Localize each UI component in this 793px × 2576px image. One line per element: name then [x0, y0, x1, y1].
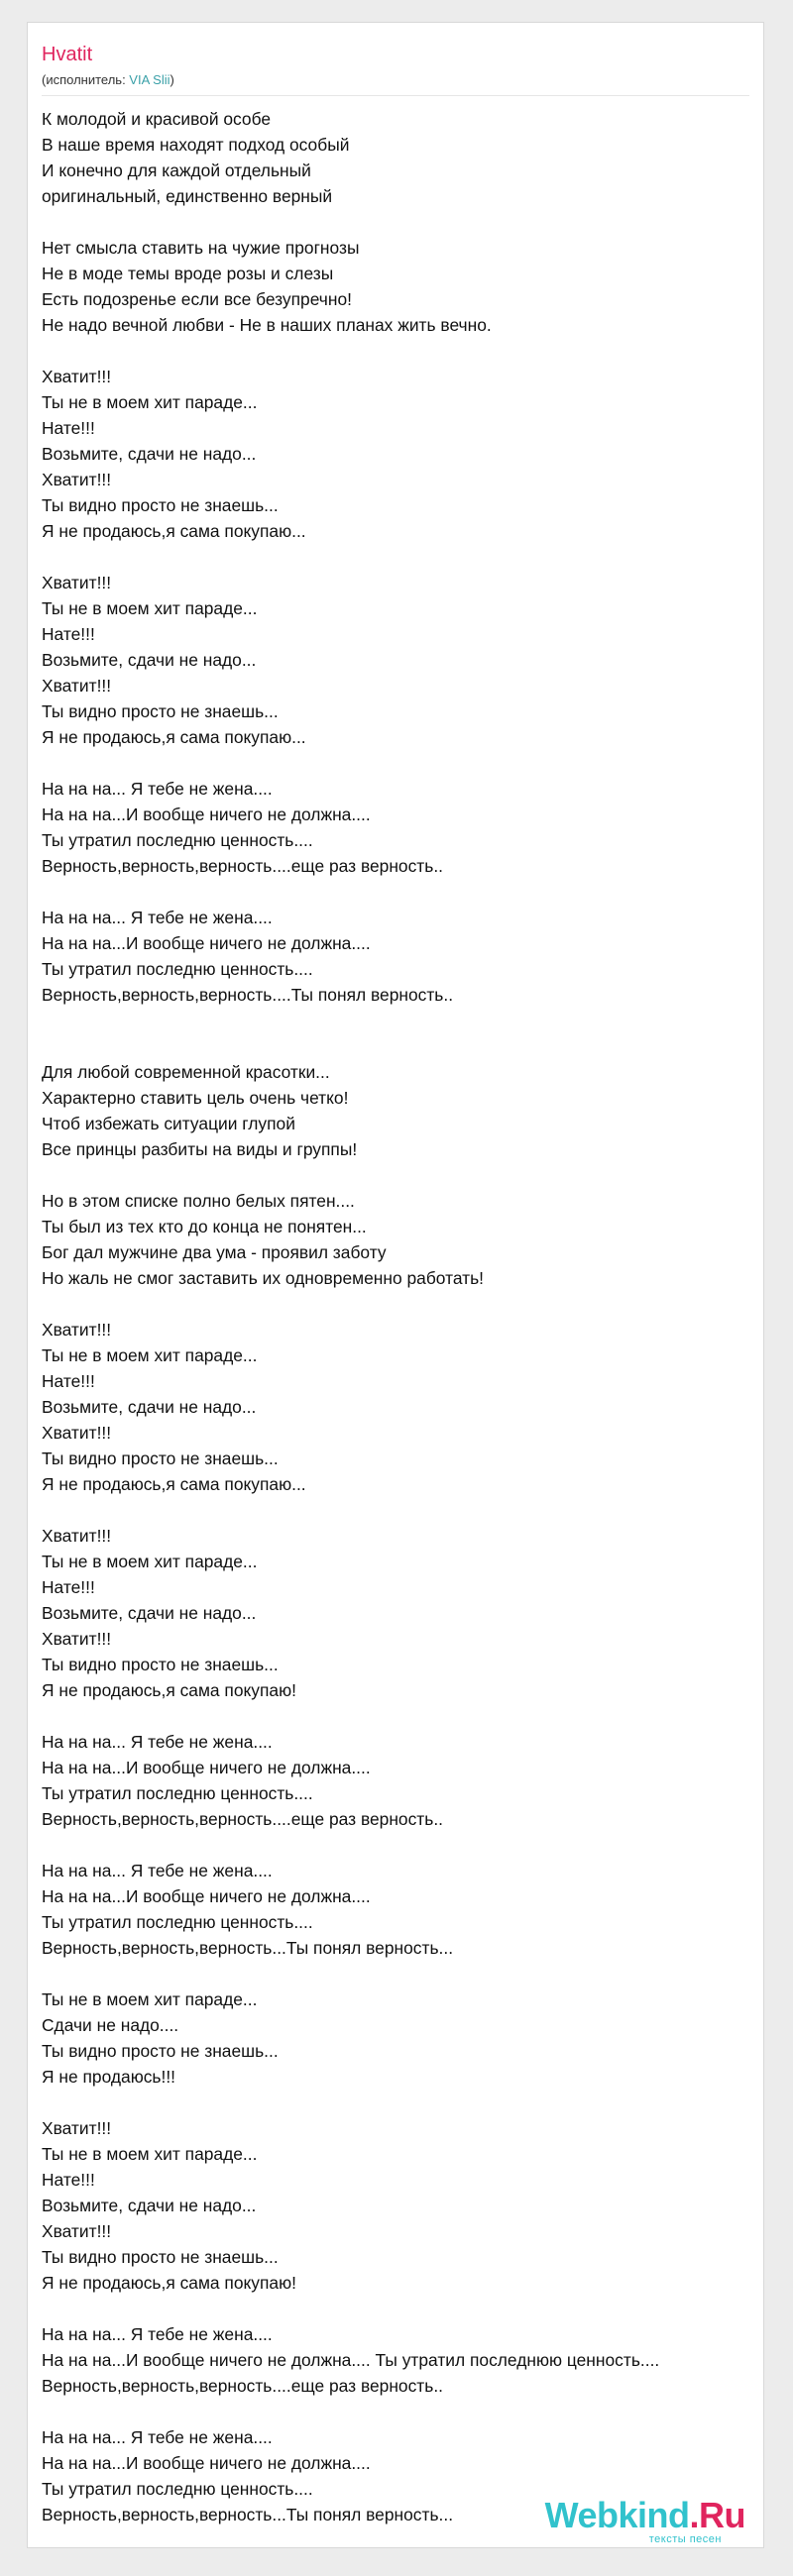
lyric-line: Ты утратил последню ценность.... [42, 959, 313, 979]
lyric-line: Ты утратил последню ценность.... [42, 1783, 313, 1803]
lyric-line: Возьмите, сдачи не надо... [42, 650, 257, 670]
lyric-line: Нате!!! [42, 418, 95, 438]
lyric-line: На на на...И вообще ничего не должна.... [42, 805, 371, 824]
lyric-blank-line [42, 1497, 749, 1523]
lyric-line: Для любой современной красотки... [42, 1062, 330, 1082]
lyric-line: Нате!!! [42, 1371, 95, 1391]
lyric-line: Ты видно просто не знаешь... [42, 701, 279, 721]
lyric-line: На на на... Я тебе не жена.... [42, 1732, 273, 1752]
lyric-blank-line [42, 2296, 749, 2321]
lyric-line: Ты не в моем хит параде... [42, 598, 258, 618]
logo-wordmark [545, 2496, 745, 2535]
lyric-line: Нате!!! [42, 624, 95, 644]
lyric-line: Возьмите, сдачи не надо... [42, 2196, 257, 2215]
lyric-line: Есть подозренье если все безупречно! [42, 289, 352, 309]
lyric-line: В наше время находят подход особый [42, 135, 350, 155]
lyric-line: Ты не в моем хит параде... [42, 392, 258, 412]
lyrics-text [42, 106, 749, 2527]
lyric-line: Возьмите, сдачи не надо... [42, 1397, 257, 1417]
lyric-line: Нате!!! [42, 2170, 95, 2190]
lyric-blank-line [42, 2399, 749, 2424]
lyric-line: Ты видно просто не знаешь... [42, 2041, 279, 2061]
logo-main-text: Webkind [544, 2495, 690, 2535]
lyric-line: Я не продаюсь,я сама покупаю... [42, 1474, 306, 1494]
lyric-line: Я не продаюсь,я сама покупаю... [42, 521, 306, 541]
lyric-line: Ты не в моем хит параде... [42, 1552, 258, 1571]
lyric-line: Верность,верность,верность....еще раз верность.. [42, 1809, 443, 1829]
header-divider [42, 95, 749, 96]
lyric-line: На на на...И вообще ничего не должна.... Ты утратил последнюю ценность.... [42, 2350, 660, 2370]
song-header [42, 43, 749, 89]
lyric-line: На на на... Я тебе не жена.... [42, 908, 273, 927]
lyric-line: Хватит!!! [42, 1320, 112, 1340]
lyric-blank-line [42, 750, 749, 776]
lyric-line: Ты видно просто не знаешь... [42, 2247, 279, 2267]
lyric-line: Не надо вечной любви - Не в наших планах жить вечно. [42, 315, 492, 335]
lyric-blank-line [42, 544, 749, 570]
lyric-line: Хватит!!! [42, 1526, 112, 1546]
lyric-line: Я не продаюсь!!! [42, 2067, 175, 2087]
lyric-line: На на на... Я тебе не жена.... [42, 2427, 273, 2447]
lyric-line: Верность,верность,верность....Ты понял верность.. [42, 985, 454, 1005]
lyric-line: Не в моде темы вроде розы и слезы [42, 264, 334, 283]
lyric-blank-line [42, 209, 749, 235]
song-title: Hvatit [42, 44, 93, 65]
lyric-line: Ты видно просто не знаешь... [42, 1655, 279, 1674]
lyric-line: Ты не в моем хит параде... [42, 2144, 258, 2164]
artist-prefix: (исполнитель: [42, 72, 130, 87]
lyric-line: Хватит!!! [42, 470, 112, 489]
lyric-line: И конечно для каждой отдельный [42, 161, 311, 180]
lyric-line: Сдачи не надо.... [42, 2015, 179, 2035]
lyric-line: Ты не в моем хит параде... [42, 1345, 258, 1365]
lyric-line: Ты утратил последню ценность.... [42, 830, 313, 850]
logo-suffix-text: .Ru [689, 2495, 745, 2535]
lyric-line: Верность,верность,верность....еще раз верность.. [42, 2376, 443, 2396]
lyric-blank-line [42, 1703, 749, 1729]
lyric-line: Нет смысла ставить на чужие прогнозы [42, 238, 360, 258]
lyric-blank-line [42, 1033, 749, 1059]
lyric-blank-line [42, 1961, 749, 1986]
lyric-line: Ты утратил последню ценность.... [42, 1912, 313, 1932]
lyric-line: Но жаль не смог заставить их одновременно работать! [42, 1268, 484, 1288]
lyric-line: Верность,верность,верность...Ты понял верность... [42, 1938, 454, 1958]
lyric-line: Но в этом списке полно белых пятен.... [42, 1191, 355, 1211]
lyric-line: Все принцы разбиты на виды и группы! [42, 1139, 358, 1159]
lyric-line: Верность,верность,верность...Ты понял верность... [42, 2505, 454, 2524]
artist-suffix: ) [170, 72, 174, 87]
lyric-line: Возьмите, сдачи не надо... [42, 444, 257, 464]
lyric-line: Нате!!! [42, 1577, 95, 1597]
lyric-line: Хватит!!! [42, 1423, 112, 1443]
lyric-line: Бог дал мужчине два ума - проявил заботу [42, 1242, 387, 1262]
lyric-line: Ты утратил последню ценность.... [42, 2479, 313, 2499]
lyric-line: Хватит!!! [42, 676, 112, 696]
lyrics-card [27, 22, 764, 2548]
lyric-line: Верность,верность,верность....еще раз верность.. [42, 856, 443, 876]
webkind-logo[interactable] [545, 2490, 763, 2551]
lyric-line: Хватит!!! [42, 573, 112, 592]
lyric-line: оригинальный, единственно верный [42, 186, 333, 206]
lyric-blank-line [42, 1832, 749, 1858]
artist-line [42, 71, 749, 89]
lyric-line: Характерно ставить цель очень четко! [42, 1088, 349, 1108]
lyric-line: К молодой и красивой особе [42, 109, 272, 129]
lyric-line: Я не продаюсь,я сама покупаю! [42, 1680, 296, 1700]
lyric-line: Хватит!!! [42, 367, 112, 386]
lyric-blank-line [42, 1008, 749, 1033]
lyric-blank-line [42, 2090, 749, 2115]
artist-link[interactable]: VIA Slii [129, 72, 170, 87]
lyric-line: Хватит!!! [42, 1629, 112, 1649]
lyric-line: Хватит!!! [42, 2118, 112, 2138]
lyric-line: Ты видно просто не знаешь... [42, 495, 279, 515]
lyric-line: На на на...И вообще ничего не должна.... [42, 1758, 371, 1777]
lyric-line: Чтоб избежать ситуации глупой [42, 1114, 295, 1133]
lyric-line: На на на... Я тебе не жена.... [42, 779, 273, 799]
lyric-line: На на на... Я тебе не жена.... [42, 2324, 273, 2344]
lyric-line: Я не продаюсь,я сама покупаю! [42, 2273, 296, 2293]
lyric-line: Ты видно просто не знаешь... [42, 1449, 279, 1468]
lyric-line: На на на... Я тебе не жена.... [42, 1861, 273, 1880]
lyric-line: Возьмите, сдачи не надо... [42, 1603, 257, 1623]
lyric-line: Я не продаюсь,я сама покупаю... [42, 727, 306, 747]
lyric-line: Ты не в моем хит параде... [42, 1989, 258, 2009]
lyric-line: Хватит!!! [42, 2221, 112, 2241]
lyric-line: На на на...И вообще ничего не должна.... [42, 933, 371, 953]
lyric-line: На на на...И вообще ничего не должна.... [42, 2453, 371, 2473]
lyric-line: На на на...И вообще ничего не должна.... [42, 1886, 371, 1906]
lyric-blank-line [42, 1291, 749, 1317]
logo-tagline: тексты песен [648, 2533, 722, 2545]
lyric-blank-line [42, 338, 749, 364]
lyric-blank-line [42, 1162, 749, 1188]
lyric-line: Ты был из тех кто до конца не понятен... [42, 1217, 367, 1236]
lyric-blank-line [42, 879, 749, 905]
